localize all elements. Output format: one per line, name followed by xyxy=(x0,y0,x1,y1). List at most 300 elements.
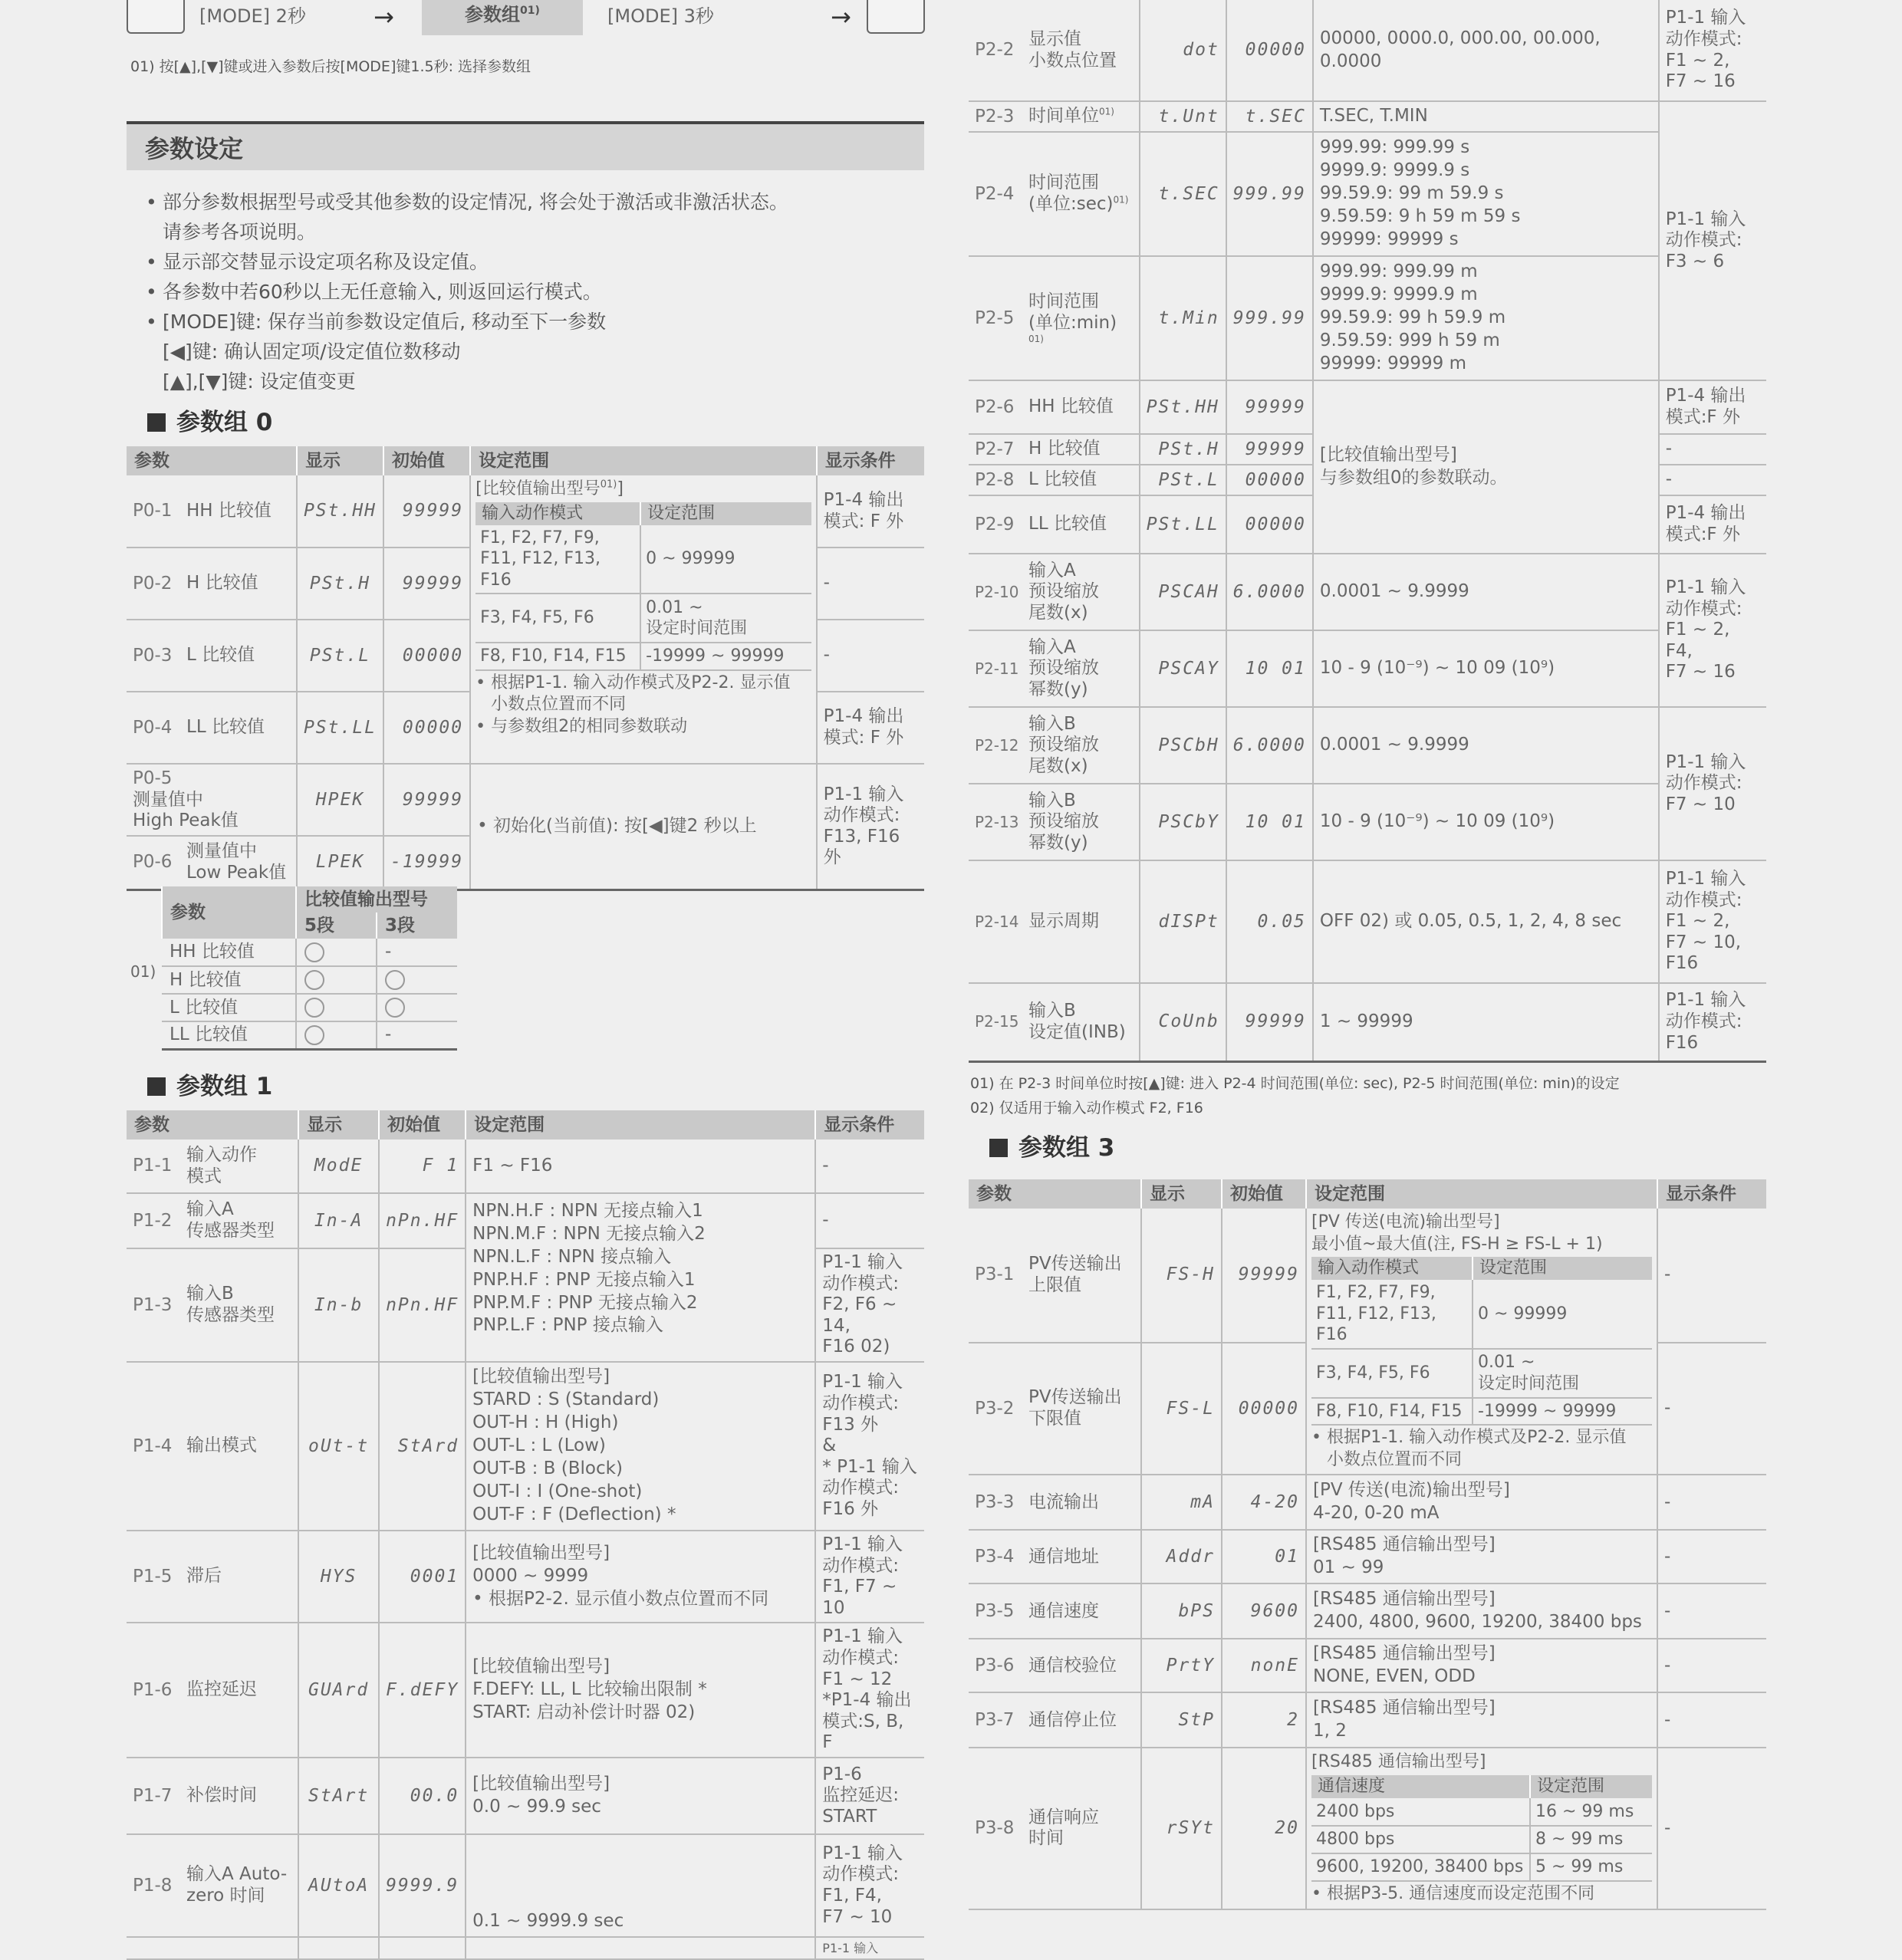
inner-range: 0 ~ 99999 xyxy=(1473,1280,1652,1349)
table-row xyxy=(969,1209,1766,1343)
cond-text: F16 02) xyxy=(822,1337,890,1357)
param-name: High Peak值 xyxy=(133,811,239,831)
param-init: 6.0000 xyxy=(1226,554,1313,630)
param-init: t.SEC xyxy=(1226,101,1313,132)
cond-text: START xyxy=(822,1806,877,1827)
param-name: 输入A xyxy=(1028,560,1076,580)
cond-text: 动作模式: xyxy=(1665,773,1742,794)
param-disp: FS-H xyxy=(1141,1209,1222,1343)
table-header xyxy=(969,1179,1766,1209)
sensor-item: NPN.M.F : NPN 无接点输入2 xyxy=(472,1223,706,1244)
param-init: 9999.9 xyxy=(379,1834,466,1937)
param-id: P0-1 xyxy=(133,501,173,521)
param-init: 2 xyxy=(1222,1692,1306,1748)
header-cond: 显示条件 xyxy=(817,446,924,475)
cond-text: F2, F6 ~ 14, xyxy=(822,1294,897,1336)
param-sup: 01) xyxy=(1113,194,1129,206)
table-row xyxy=(969,860,1766,983)
group0-inner-table xyxy=(476,502,811,671)
table-row xyxy=(969,1639,1766,1692)
note-item: • 显示部交替显示设定项名称及设定值。 xyxy=(146,247,920,277)
range-line: 01 ~ 99 xyxy=(1313,1557,1384,1578)
range-line: 2400, 4800, 9600, 19200, 38400 bps xyxy=(1313,1612,1642,1633)
param-disp: dot xyxy=(1140,0,1226,101)
table-row xyxy=(127,1362,924,1531)
header-cond: 显示条件 xyxy=(815,1110,924,1139)
range-line: 1, 2 xyxy=(1313,1721,1347,1741)
param-id: P3-2 xyxy=(975,1398,1015,1419)
param-init: 99999 xyxy=(1222,1209,1306,1343)
param-name: 输出模式 xyxy=(186,1435,257,1456)
param-init: F 1 xyxy=(379,1139,466,1193)
param-init: 6.0000 xyxy=(1226,707,1313,784)
cond-text: F16 xyxy=(1665,1032,1699,1053)
group3-table xyxy=(969,1179,1766,1910)
param-init: 9600 xyxy=(1222,1583,1306,1639)
range-note: 与参数组2的相同参数联动 xyxy=(491,716,688,736)
table-row xyxy=(127,1758,924,1834)
range-line: 99999: 99999 s xyxy=(1319,229,1459,249)
param-disp: PSt.H xyxy=(1140,434,1226,465)
cmp-header-model: 比较值输出型号 xyxy=(296,886,457,913)
table-header xyxy=(127,446,924,475)
param-disp: PSt.H xyxy=(297,548,383,620)
cmp-param: LL 比较值 xyxy=(162,1021,296,1049)
cond-text: - xyxy=(1657,1692,1766,1748)
cond-text: P1-4 输出 xyxy=(823,489,904,510)
range-line: 999.99: 999.99 s xyxy=(1319,137,1470,158)
param-id: P3-6 xyxy=(975,1656,1015,1676)
param-id: P2-5 xyxy=(975,307,1015,328)
cond-text: F13 外 xyxy=(822,1414,879,1435)
header-range: 设定范围 xyxy=(1306,1179,1657,1209)
param-range: 0.0001 ~ 9.9999 xyxy=(1313,707,1659,784)
param-name: 输入B xyxy=(1028,790,1076,811)
param-name: 通信地址 xyxy=(1028,1546,1099,1567)
table-row xyxy=(969,256,1766,380)
group3-heading xyxy=(989,1133,1114,1163)
cmp-3: - xyxy=(377,1021,457,1049)
inner-range: 5 ~ 99 ms xyxy=(1530,1853,1652,1881)
note-item: • [MODE]键: 保存当前参数设定值后, 移动至下一参数 xyxy=(146,307,920,337)
note-item: • 各参数中若60秒以上无任意输入, 则返回运行模式。 xyxy=(146,277,920,307)
cond-text: F1 ~ 2, F4, xyxy=(1665,620,1730,661)
param-name: (单位:min) xyxy=(1028,312,1117,333)
cond-text: - xyxy=(1659,465,1766,495)
param-id: P3-1 xyxy=(975,1264,1015,1285)
param-init: 999.99 xyxy=(1226,256,1313,380)
param-disp: mA xyxy=(1141,1475,1222,1530)
param-name: 小数点位置 xyxy=(1028,50,1117,71)
cmp-footnote-mark: 01) xyxy=(130,962,156,981)
cond-text: P1-1 输入 xyxy=(1665,577,1746,598)
param-disp: PSCAH xyxy=(1140,554,1226,630)
range-title: [RS485 通信输出型号] xyxy=(1311,1752,1486,1772)
circle-icon xyxy=(385,998,405,1018)
table-row xyxy=(969,784,1766,860)
param-disp: PSt.L xyxy=(297,620,383,692)
table-row xyxy=(127,1139,924,1193)
cond-text: P1-1 输入 xyxy=(822,1626,903,1647)
param-disp: t.SEC xyxy=(1140,132,1226,256)
param-disp: PSt.HH xyxy=(1140,380,1226,434)
group0-table xyxy=(127,446,924,891)
param-name: 时间单位 xyxy=(1028,106,1099,127)
cond-text: F1 ~ 2, xyxy=(1665,50,1730,71)
inner-header-mode: 输入动作模式 xyxy=(476,502,640,525)
cond-text: - xyxy=(1659,434,1766,465)
cmp-header-param: 参数 xyxy=(162,886,296,939)
param-init: 00000 xyxy=(1226,495,1313,554)
param-range: T.SEC, T.MIN xyxy=(1313,101,1659,132)
cond-text: F1 ~ 2, xyxy=(1665,911,1730,932)
inner-speed: 4800 bps xyxy=(1311,1826,1530,1853)
group1-heading xyxy=(147,1072,272,1102)
param-name: 测量值中 xyxy=(133,789,203,810)
table-row xyxy=(162,966,457,994)
table-row xyxy=(127,1937,924,1959)
group3-inner-table xyxy=(1311,1257,1652,1426)
range-line: [比较值输出型号] xyxy=(472,1366,610,1387)
param-id: P3-8 xyxy=(975,1818,1015,1839)
range-line: 4-20, 0-20 mA xyxy=(1313,1503,1440,1524)
param-id: P0-2 xyxy=(133,573,173,594)
param-init: 99999 xyxy=(1226,983,1313,1061)
flow-group-box xyxy=(422,0,583,35)
param-init: 0.05 xyxy=(1226,860,1313,983)
cond-text: P1-1 输入 xyxy=(1665,751,1746,772)
param-range: 0.1 ~ 9999.9 sec xyxy=(466,1834,815,1937)
param-disp: PSCAY xyxy=(1140,630,1226,707)
range-line: STARD : S (Standard) xyxy=(472,1389,660,1410)
param-disp: HYS xyxy=(298,1531,379,1623)
cond-text: P1-1 输入 xyxy=(1665,8,1746,28)
cond-text: 动作模式: xyxy=(1665,28,1742,49)
range-line: OUT-L : L (Low) xyxy=(472,1435,606,1456)
sensor-item: NPN.H.F : NPN 无接点输入1 xyxy=(472,1201,703,1221)
param-disp: PSt.L xyxy=(1140,465,1226,495)
header-param: 参数 xyxy=(127,446,297,475)
param-name: 下限值 xyxy=(1028,1409,1081,1429)
param-name: 输入A Auto- xyxy=(186,1864,288,1885)
sensor-item: PNP.H.F : PNP 无接点输入1 xyxy=(472,1269,696,1290)
param-disp: Addr xyxy=(1141,1530,1222,1583)
cond-text: - xyxy=(817,548,924,620)
cmp-param: L 比较值 xyxy=(162,994,296,1021)
group2-footnote: 02) 仅适用于输入动作模式 F2, F16 xyxy=(970,1100,1203,1116)
param-disp: PSCbY xyxy=(1140,784,1226,860)
param-id: P2-13 xyxy=(975,812,1019,831)
param-init: 00000 xyxy=(1222,1343,1306,1475)
square-bullet-icon xyxy=(147,1077,166,1096)
flow-group-sup: 01) xyxy=(520,5,540,17)
param-id: P0-5 xyxy=(133,768,173,789)
notes-list xyxy=(146,187,920,396)
arrow-icon: → xyxy=(831,2,851,31)
param-disp: ModE xyxy=(298,1139,379,1193)
param-name: 通信停止位 xyxy=(1028,1709,1117,1730)
cond-text: F1, F4, xyxy=(822,1885,882,1906)
param-range: 0.0001 ~ 9.9999 xyxy=(1313,554,1659,630)
table-row xyxy=(969,0,1766,101)
param-id: P1-1 xyxy=(133,1156,173,1176)
cond-text: 模式:S, B, F xyxy=(822,1711,904,1753)
group2-table xyxy=(969,0,1766,1063)
param-name: LL 比较值 xyxy=(1028,514,1107,534)
range-line: 0000 ~ 9999 xyxy=(472,1566,589,1587)
comparison-table xyxy=(161,886,457,1051)
range-line: • 根据P2-2. 显示值小数点位置而不同 xyxy=(472,1589,769,1610)
inner-mode: F1, F2, F7, F9, xyxy=(1316,1283,1436,1303)
range-line: [比较值输出型号] xyxy=(472,1774,610,1794)
table-row: P0-5 测量值中 High Peak值 HPEK 99999 • 初始化(当前值): 按[◀]键2 秒以上 P1-1 输入 动作模式: F13, F16 外 xyxy=(127,764,924,836)
range-title: [比较值输出型号 xyxy=(476,479,601,498)
header-init: 初始值 xyxy=(1222,1179,1306,1209)
param-name: 时间范围 xyxy=(1028,291,1099,312)
square-bullet-icon xyxy=(989,1139,1008,1157)
cond-text: P1-4 输出 xyxy=(1665,503,1746,524)
param-init: nonE xyxy=(1222,1639,1306,1692)
cond-text: 动作模式: xyxy=(822,1273,900,1294)
note-text: [◀]键: 确认固定项/设定值位数移动 xyxy=(163,340,461,363)
inner-header-range: 设定范围 xyxy=(1473,1257,1652,1280)
cond-text: P1-1 输入 xyxy=(823,784,904,804)
table-row xyxy=(162,939,457,966)
inner-range: 0.01 ~ xyxy=(1478,1353,1535,1373)
top-footnote: 01) 按[▲],[▼]键或进入参数后按[MODE]键1.5秒: 选择参数组 xyxy=(130,58,531,75)
table-row xyxy=(162,994,457,1021)
param-id: P1-6 xyxy=(133,1679,173,1700)
table-row xyxy=(969,630,1766,707)
table-row xyxy=(969,1748,1766,1909)
range-line: [比较值输出型号] xyxy=(1319,445,1457,465)
param-name: 通信响应 xyxy=(1028,1807,1099,1827)
param-id: P2-10 xyxy=(975,582,1019,601)
range-line: OUT-I : I (One-shot) xyxy=(472,1481,643,1501)
param-disp: t.Unt xyxy=(1140,101,1226,132)
param-init: 99999 xyxy=(383,475,470,548)
param-name: 通信校验位 xyxy=(1028,1655,1117,1676)
param-name: 上限值 xyxy=(1028,1274,1081,1295)
cond-text: P1-4 输出 xyxy=(823,706,904,727)
range-line: NONE, EVEN, ODD xyxy=(1313,1666,1476,1687)
param-init: 01 xyxy=(1222,1530,1306,1583)
note-text: [▲],[▼]键: 设定值变更 xyxy=(163,370,356,393)
range-line: 99.59.9: 99 h 59.9 m xyxy=(1319,307,1506,328)
cond-text: 模式:F 外 xyxy=(1665,407,1740,427)
param-init: 99999 xyxy=(1226,380,1313,434)
cond-text: 动作模式: xyxy=(822,1393,900,1413)
param-range: 10 - 9 (10⁻⁹) ~ 10 09 (10⁹) xyxy=(1313,630,1659,707)
range-line: 99.59.9: 99 m 59.9 s xyxy=(1319,183,1504,204)
param-id: P0-4 xyxy=(133,717,173,738)
param-range: 1 ~ 99999 xyxy=(1313,983,1659,1061)
cond-text: F7 ~ 16 xyxy=(1665,662,1736,682)
param-name: L 比较值 xyxy=(186,645,255,666)
range-line: [比较值输出型号] xyxy=(472,1656,610,1677)
range-line: [比较值输出型号] xyxy=(472,1543,610,1564)
cond-text: - xyxy=(1657,1639,1766,1692)
param-id: P2-4 xyxy=(975,183,1015,204)
param-init: 20 xyxy=(1222,1748,1306,1909)
cond-text: P1-1 输入 xyxy=(1665,869,1746,890)
circle-icon xyxy=(304,942,324,962)
flow-box-left xyxy=(127,0,185,34)
range-note: 小数点位置而不同 xyxy=(1327,1449,1463,1469)
cond-text: - xyxy=(815,1139,924,1193)
param-disp: PSt.LL xyxy=(1140,495,1226,554)
flow-right-label: [MODE] 3秒 xyxy=(607,5,714,27)
param-disp: StP xyxy=(1141,1692,1222,1748)
param-init: -19999 xyxy=(383,836,470,890)
param-init: 00000 xyxy=(1226,465,1313,495)
param-init: 00000 xyxy=(383,620,470,692)
range-note: 根据P3-5. 通信速度而设定范围不同 xyxy=(1326,1883,1595,1903)
cond-text: F7 ~ 16 xyxy=(1665,71,1736,92)
cond-text: P1-1 输入 xyxy=(822,1843,903,1863)
cmp-param: H 比较值 xyxy=(162,966,296,994)
cmp-header-5: 5段 xyxy=(296,913,377,939)
cond-text: 动作模式: xyxy=(822,1647,900,1668)
param-name: zero 时间 xyxy=(186,1885,265,1906)
param-name: HH 比较值 xyxy=(186,500,271,521)
square-bullet-icon xyxy=(147,413,166,432)
param-id: P2-2 xyxy=(975,40,1015,61)
param-id: P1-8 xyxy=(133,1875,173,1896)
param-name: 显示值 xyxy=(1028,28,1081,49)
param-init: 00000 xyxy=(1226,0,1313,101)
inner-range: 16 ~ 99 ms xyxy=(1530,1798,1652,1826)
param-name: 传感器类型 xyxy=(186,1221,275,1241)
group0-title: 参数组 0 xyxy=(176,409,273,436)
cond-text: 动作模式: xyxy=(1665,890,1742,910)
param-id: P2-12 xyxy=(975,735,1019,755)
cond-text: 动作模式: xyxy=(1665,1011,1742,1031)
param-disp: LPEK xyxy=(297,836,383,890)
arrow-icon: → xyxy=(373,2,394,31)
param-init: 00000 xyxy=(383,692,470,764)
param-disp: FS-L xyxy=(1141,1343,1222,1475)
cond-text: - xyxy=(1657,1209,1766,1343)
cond-text: 模式: F 外 xyxy=(823,728,904,748)
param-id: P1-3 xyxy=(133,1294,173,1315)
header-cond: 显示条件 xyxy=(1657,1179,1766,1209)
cond-text: P1-1 输入 xyxy=(822,1372,903,1393)
cond-text: *P1-4 输出 xyxy=(822,1690,912,1711)
param-name: 幂数(y) xyxy=(1028,832,1088,853)
param-init: StArd xyxy=(379,1362,466,1531)
note-text: 请参考各项说明。 xyxy=(163,221,317,243)
param-init: F.dEFY xyxy=(379,1623,466,1758)
cmp-param: HH 比较值 xyxy=(162,939,296,966)
param-id: P1-7 xyxy=(133,1785,173,1806)
range-line: 99999: 99999 m xyxy=(1319,353,1466,373)
range-line: 999.99: 999.99 m xyxy=(1319,261,1478,282)
param-id: P2-11 xyxy=(975,659,1019,678)
cond-text: 模式: F 外 xyxy=(823,511,904,531)
cond-text: - xyxy=(1657,1475,1766,1530)
table-row xyxy=(127,1834,924,1937)
param-id: P2-3 xyxy=(975,106,1015,127)
group1-title: 参数组 1 xyxy=(176,1073,273,1100)
inner-range: -19999 ~ 99999 xyxy=(1473,1398,1652,1426)
param-name: (单位:sec) xyxy=(1028,194,1114,214)
cond-text: - xyxy=(1657,1343,1766,1475)
range-line: 9.59.59: 9 h 59 m 59 s xyxy=(1319,206,1521,226)
param-disp: PSCbH xyxy=(1140,707,1226,784)
param-id: P3-7 xyxy=(975,1710,1015,1731)
param-name: LL 比较值 xyxy=(186,717,265,738)
table-row xyxy=(969,132,1766,256)
table-row xyxy=(127,1193,924,1248)
inner-header-mode: 输入动作模式 xyxy=(1311,1257,1473,1280)
cond-text: 模式:F 外 xyxy=(1665,525,1740,544)
cond-text: F1 ~ 12 xyxy=(822,1669,893,1689)
inner-header-range: 设定范围 xyxy=(640,502,811,525)
cond-text: - xyxy=(815,1193,924,1248)
param-range: OFF 02) 或 0.05, 0.5, 1, 2, 4, 8 sec xyxy=(1313,860,1659,983)
p38-range-cell: [RS485 通信输出型号] 通信速度 设定范围 2400 bps 16 ~ 99 ms 4800 bps 8 ~ 99 ms 9600, 19200, 38400 bps 5 ~ 99 ms • 根据P3-5. 通信速度而设定范围不同 xyxy=(1306,1748,1657,1909)
param-init: 10 01 xyxy=(1226,784,1313,860)
cond-text: - xyxy=(1657,1530,1766,1583)
param-id: P1-2 xyxy=(133,1210,173,1231)
inner-range: 8 ~ 99 ms xyxy=(1530,1826,1652,1853)
group3-title: 参数组 3 xyxy=(1018,1134,1115,1162)
header-range: 设定范围 xyxy=(470,446,817,475)
range-line: 9999.9: 9999.9 m xyxy=(1319,284,1478,305)
inner-range: 0 ~ 99999 xyxy=(640,525,811,594)
header-init: 初始值 xyxy=(383,446,470,475)
param-name: 预设缩放 xyxy=(1028,735,1099,755)
range-line: F.DEFY: LL, L 比较输出限制 * xyxy=(472,1679,707,1700)
param-name: 滞后 xyxy=(186,1566,222,1587)
param-name: L 比较值 xyxy=(1028,469,1097,490)
range-line: [RS485 通信输出型号] xyxy=(1313,1589,1496,1610)
header-disp: 显示 xyxy=(298,1110,379,1139)
cond-text: * P1-1 输入 xyxy=(822,1456,917,1477)
param-name: 输入B xyxy=(1028,1001,1076,1021)
param-id: P2-8 xyxy=(975,469,1015,490)
param-name: 尾数(x) xyxy=(1028,602,1088,623)
table-row xyxy=(969,101,1766,132)
param-disp: PSt.HH xyxy=(297,475,383,548)
param-id: P2-14 xyxy=(975,912,1019,931)
inner-speed: 9600, 19200, 38400 bps xyxy=(1311,1853,1530,1881)
header-param: 参数 xyxy=(127,1110,298,1139)
header-init: 初始值 xyxy=(379,1110,466,1139)
param-name: 电流输出 xyxy=(1028,1491,1099,1512)
param-name: 尾数(x) xyxy=(1028,755,1088,776)
param-disp: AUtoA xyxy=(298,1834,379,1937)
param-disp: PrtY xyxy=(1141,1639,1222,1692)
p38-inner-table xyxy=(1311,1775,1652,1882)
param-name: H 比较值 xyxy=(186,573,258,594)
inner-mode: F3, F4, F5, F6 xyxy=(1311,1349,1473,1398)
param-range: 10 - 9 (10⁻⁹) ~ 10 09 (10⁹) xyxy=(1313,784,1659,860)
cond-text: P1-6 xyxy=(822,1764,862,1784)
inner-range: -19999 ~ 99999 xyxy=(640,643,811,670)
table-row xyxy=(969,554,1766,630)
param-name: 输入A xyxy=(1028,636,1076,657)
range-title-sup: 01) xyxy=(600,478,617,491)
param-id: P3-5 xyxy=(975,1601,1015,1622)
sensor-item: NPN.L.F : NPN 接点输入 xyxy=(472,1246,672,1267)
param-name: PV传送输出 xyxy=(1028,1254,1122,1274)
cond-text: & xyxy=(822,1435,837,1456)
cond-text: 动作模式: xyxy=(822,1478,900,1498)
sensor-item: PNP.L.F : PNP 接点输入 xyxy=(472,1315,663,1336)
inner-mode: F1, F2, F7, F9, xyxy=(480,528,600,548)
